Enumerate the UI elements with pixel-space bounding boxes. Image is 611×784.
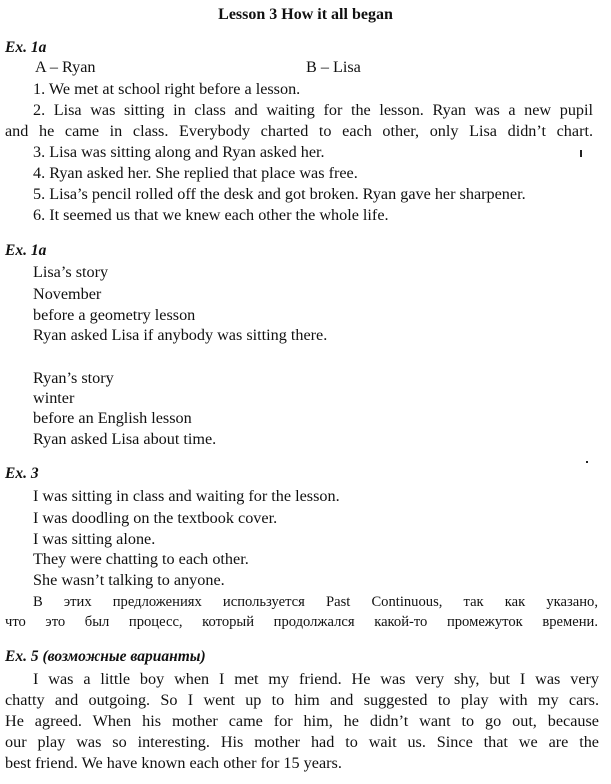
ex3-russian-line-2: что это был процесс, который продолжался какой-то промежуток времени. bbox=[5, 614, 598, 630]
ex1a-line-3: and he came in class. Everybody charted to each other, only Lisa didn’t chart. bbox=[5, 122, 593, 140]
ryan-story-line: winter bbox=[33, 389, 75, 407]
ex1a-line-7: 6. It seemed us that we knew each other the whole life. bbox=[33, 206, 389, 224]
lisa-story-line: before a geometry lesson bbox=[33, 306, 196, 324]
lesson-title: Lesson 3 How it all began bbox=[218, 6, 393, 23]
ex1a-line-1: 1. We met at school right before a lesson. bbox=[33, 80, 301, 98]
ex3-line: I was sitting in class and waiting for the lesson. bbox=[33, 487, 340, 505]
ryan-story-line: Ryan’s story bbox=[33, 369, 114, 387]
ex1a-line-4: 3. Lisa was sitting along and Ryan asked her. bbox=[33, 143, 325, 161]
ex1a-second-heading: Ex. 1a bbox=[5, 242, 47, 259]
ex3-line: I was doodling on the textbook cover. bbox=[33, 509, 278, 527]
lisa-story-line: Ryan asked Lisa if anybody was sitting there. bbox=[33, 326, 328, 344]
ex3-line: They were chatting to each other. bbox=[33, 550, 249, 568]
ryan-story-line: Ryan asked Lisa about time. bbox=[33, 430, 217, 448]
ex5-line-1: I was a little boy when I met my friend. He was very shy, but I was very bbox=[33, 670, 599, 688]
ex3-line: She wasn’t talking to anyone. bbox=[33, 571, 225, 589]
b-label: B – Lisa bbox=[306, 58, 361, 76]
ex3-line: I was sitting alone. bbox=[33, 530, 156, 548]
scan-mark bbox=[580, 150, 582, 157]
ex5-line-5: best friend. We have known each other for 15 years. bbox=[5, 754, 342, 772]
ex3-heading: Ex. 3 bbox=[5, 465, 39, 482]
scan-mark bbox=[586, 461, 588, 463]
ryan-story-line: before an English lesson bbox=[33, 409, 192, 427]
ex5-line-2: chatty and outgoing. So I went up to him and suggested to play with my cars. bbox=[5, 691, 599, 709]
ex5-line-4: our play was so interesting. His mother had to wait us. Since that we are the bbox=[5, 733, 599, 751]
ex5-line-3: He agreed. When his mother came for him, he didn’t want to go out, because bbox=[5, 712, 599, 730]
a-label: A – Ryan bbox=[35, 58, 96, 76]
lisa-story-line: Lisa’s story bbox=[33, 263, 109, 281]
ex1a-first-heading: Ex. 1a bbox=[5, 39, 47, 56]
lisa-story-line: November bbox=[33, 285, 102, 303]
ex1a-line-2: 2. Lisa was sitting in class and waiting for the lesson. Ryan was a new pupil bbox=[33, 101, 593, 119]
ex5-heading: Ex. 5 (возможные варианты) bbox=[5, 648, 206, 665]
ex1a-line-6: 5. Lisa’s pencil rolled off the desk and got broken. Ryan gave her sharpener. bbox=[33, 185, 526, 203]
ex1a-line-5: 4. Ryan asked her. She replied that place was free. bbox=[33, 164, 358, 182]
ex3-russian-line-1: В этих предложениях используется Past Continuous, так как указано, bbox=[33, 594, 598, 610]
